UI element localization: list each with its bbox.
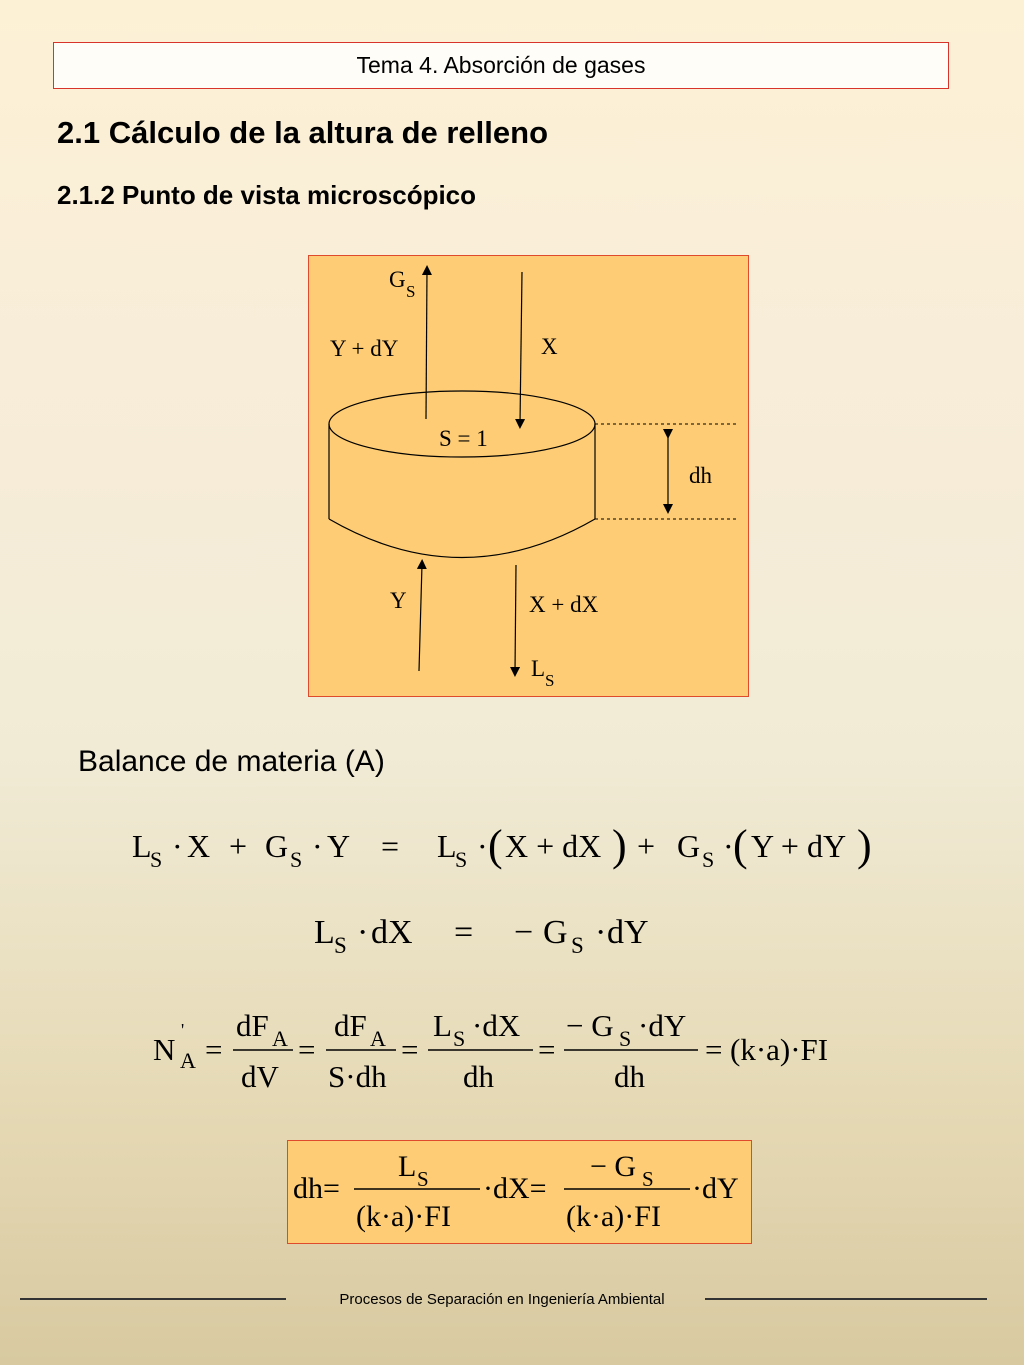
section-title: 2.1 Cálculo de la altura de relleno xyxy=(57,115,549,150)
result-minus-G: − G xyxy=(590,1150,637,1183)
result-L: L xyxy=(398,1150,417,1183)
eq1-plus2: + xyxy=(637,828,656,864)
result-S: S xyxy=(417,1167,429,1191)
gs-label-main: G xyxy=(389,267,406,292)
eq3-A: A xyxy=(180,1048,196,1073)
eq3-S2: S xyxy=(619,1026,632,1051)
result-dX: ·dX= xyxy=(483,1172,547,1205)
eq1-L2: L xyxy=(437,828,457,864)
eq2-S: S xyxy=(334,933,347,958)
eq3-eq4: = xyxy=(538,1032,556,1067)
eq3-dY: ·dY xyxy=(638,1008,687,1043)
dh-label: dh xyxy=(689,463,712,488)
eq3-dF1: dF xyxy=(236,1008,269,1043)
eq1-G: G xyxy=(265,828,289,864)
eq3-eq5: = xyxy=(705,1032,723,1067)
eq3-Sdh: S·dh xyxy=(328,1059,387,1094)
eq3-eq1: = xyxy=(205,1032,223,1067)
result-equation xyxy=(288,1141,751,1243)
eq2-dot2: · xyxy=(595,914,607,951)
cylinder-bottom-curve xyxy=(329,519,595,558)
liquid-out-arrow xyxy=(515,565,516,672)
eq3-prime: ' xyxy=(181,1020,185,1040)
ls-label-main: L xyxy=(531,656,546,681)
y-label: Y xyxy=(390,588,407,613)
eq2-equals: = xyxy=(454,914,474,951)
result-ka-fi-1: (k·a)·FI xyxy=(356,1200,451,1233)
eq3-minus-G: − G xyxy=(566,1008,614,1043)
eq1-rparen: ) xyxy=(612,821,627,870)
equation-differential-balance xyxy=(314,914,649,958)
eq1-G2: G xyxy=(677,828,701,864)
area-label: S = 1 xyxy=(439,426,488,451)
diagram-drawing xyxy=(309,256,748,696)
eq2-dot: · xyxy=(357,914,369,951)
section-subtitle: 2.1.2 Punto de vista microscópico xyxy=(57,180,477,210)
balance-title: Balance de materia (A) xyxy=(78,745,385,778)
gas-in-arrow xyxy=(419,564,422,671)
eq3-A2: A xyxy=(370,1026,386,1051)
eq1-S4: S xyxy=(702,847,715,872)
footer-text: Procesos de Separación en Ingeniería Ambiental xyxy=(339,1291,665,1308)
eq3-dV: dV xyxy=(241,1059,279,1094)
equation-material-balance xyxy=(132,821,872,872)
eq2-G: G xyxy=(543,914,568,951)
eq1-plus: + xyxy=(229,828,248,864)
eq1-y-plus-dy: Y + dY xyxy=(751,828,847,864)
eq1-lparen: ( xyxy=(488,821,503,870)
result-dY: ·dY xyxy=(692,1172,739,1205)
result-equation-box xyxy=(287,1140,752,1244)
equation-flux xyxy=(153,1008,828,1094)
eq3-ka-fi: (k·a)·FI xyxy=(730,1032,829,1067)
eq1-rparen2: ) xyxy=(857,821,872,870)
eq1-x-plus-dx: X + dX xyxy=(505,828,602,864)
eq3-dX: ·dX xyxy=(472,1008,521,1043)
eq2-dY: dY xyxy=(607,914,649,951)
eq2-dX: dX xyxy=(371,914,413,951)
eq3-A1: A xyxy=(272,1026,288,1051)
eq2-S2: S xyxy=(571,933,584,958)
gas-out-arrow xyxy=(426,270,427,419)
eq3-dh1: dh xyxy=(463,1059,494,1094)
eq1-dot: · xyxy=(172,828,183,864)
eq1-equals: = xyxy=(381,828,400,864)
eq3-N: N xyxy=(153,1032,176,1067)
eq1-Y: Y xyxy=(327,828,351,864)
result-ka-fi-2: (k·a)·FI xyxy=(566,1200,661,1233)
eq1-S2: S xyxy=(290,847,303,872)
eq1-L: L xyxy=(132,828,152,864)
eq1-dot3: · xyxy=(477,828,488,864)
eq3-eq3: = xyxy=(401,1032,419,1067)
eq3-dh2: dh xyxy=(614,1059,645,1094)
result-dh: dh= xyxy=(293,1172,340,1205)
eq3-eq2: = xyxy=(298,1032,316,1067)
eq3-L: L xyxy=(433,1008,452,1043)
slide-header-box xyxy=(53,42,949,89)
eq1-dot2: · xyxy=(312,828,323,864)
eq3-S: S xyxy=(453,1026,466,1051)
eq2-L: L xyxy=(314,914,335,951)
eq2-minus: − xyxy=(514,914,534,951)
ls-label-sub: S xyxy=(545,671,555,690)
liquid-in-arrow xyxy=(520,272,522,424)
eq1-S: S xyxy=(150,847,163,872)
gs-label-sub: S xyxy=(406,282,416,301)
eq3-dF2: dF xyxy=(334,1008,367,1043)
y-plus-dy-label: Y + dY xyxy=(330,336,399,361)
eq1-X: X xyxy=(187,828,211,864)
x-plus-dx-label: X + dX xyxy=(529,592,599,617)
slide-header-title: Tema 4. Absorción de gases xyxy=(356,52,646,78)
eq1-lparen2: ( xyxy=(733,821,748,870)
eq1-dot4: · xyxy=(723,828,734,864)
x-label: X xyxy=(541,334,558,359)
eq1-S3: S xyxy=(455,847,468,872)
result-S2: S xyxy=(642,1167,654,1191)
packing-element-diagram xyxy=(308,255,749,697)
